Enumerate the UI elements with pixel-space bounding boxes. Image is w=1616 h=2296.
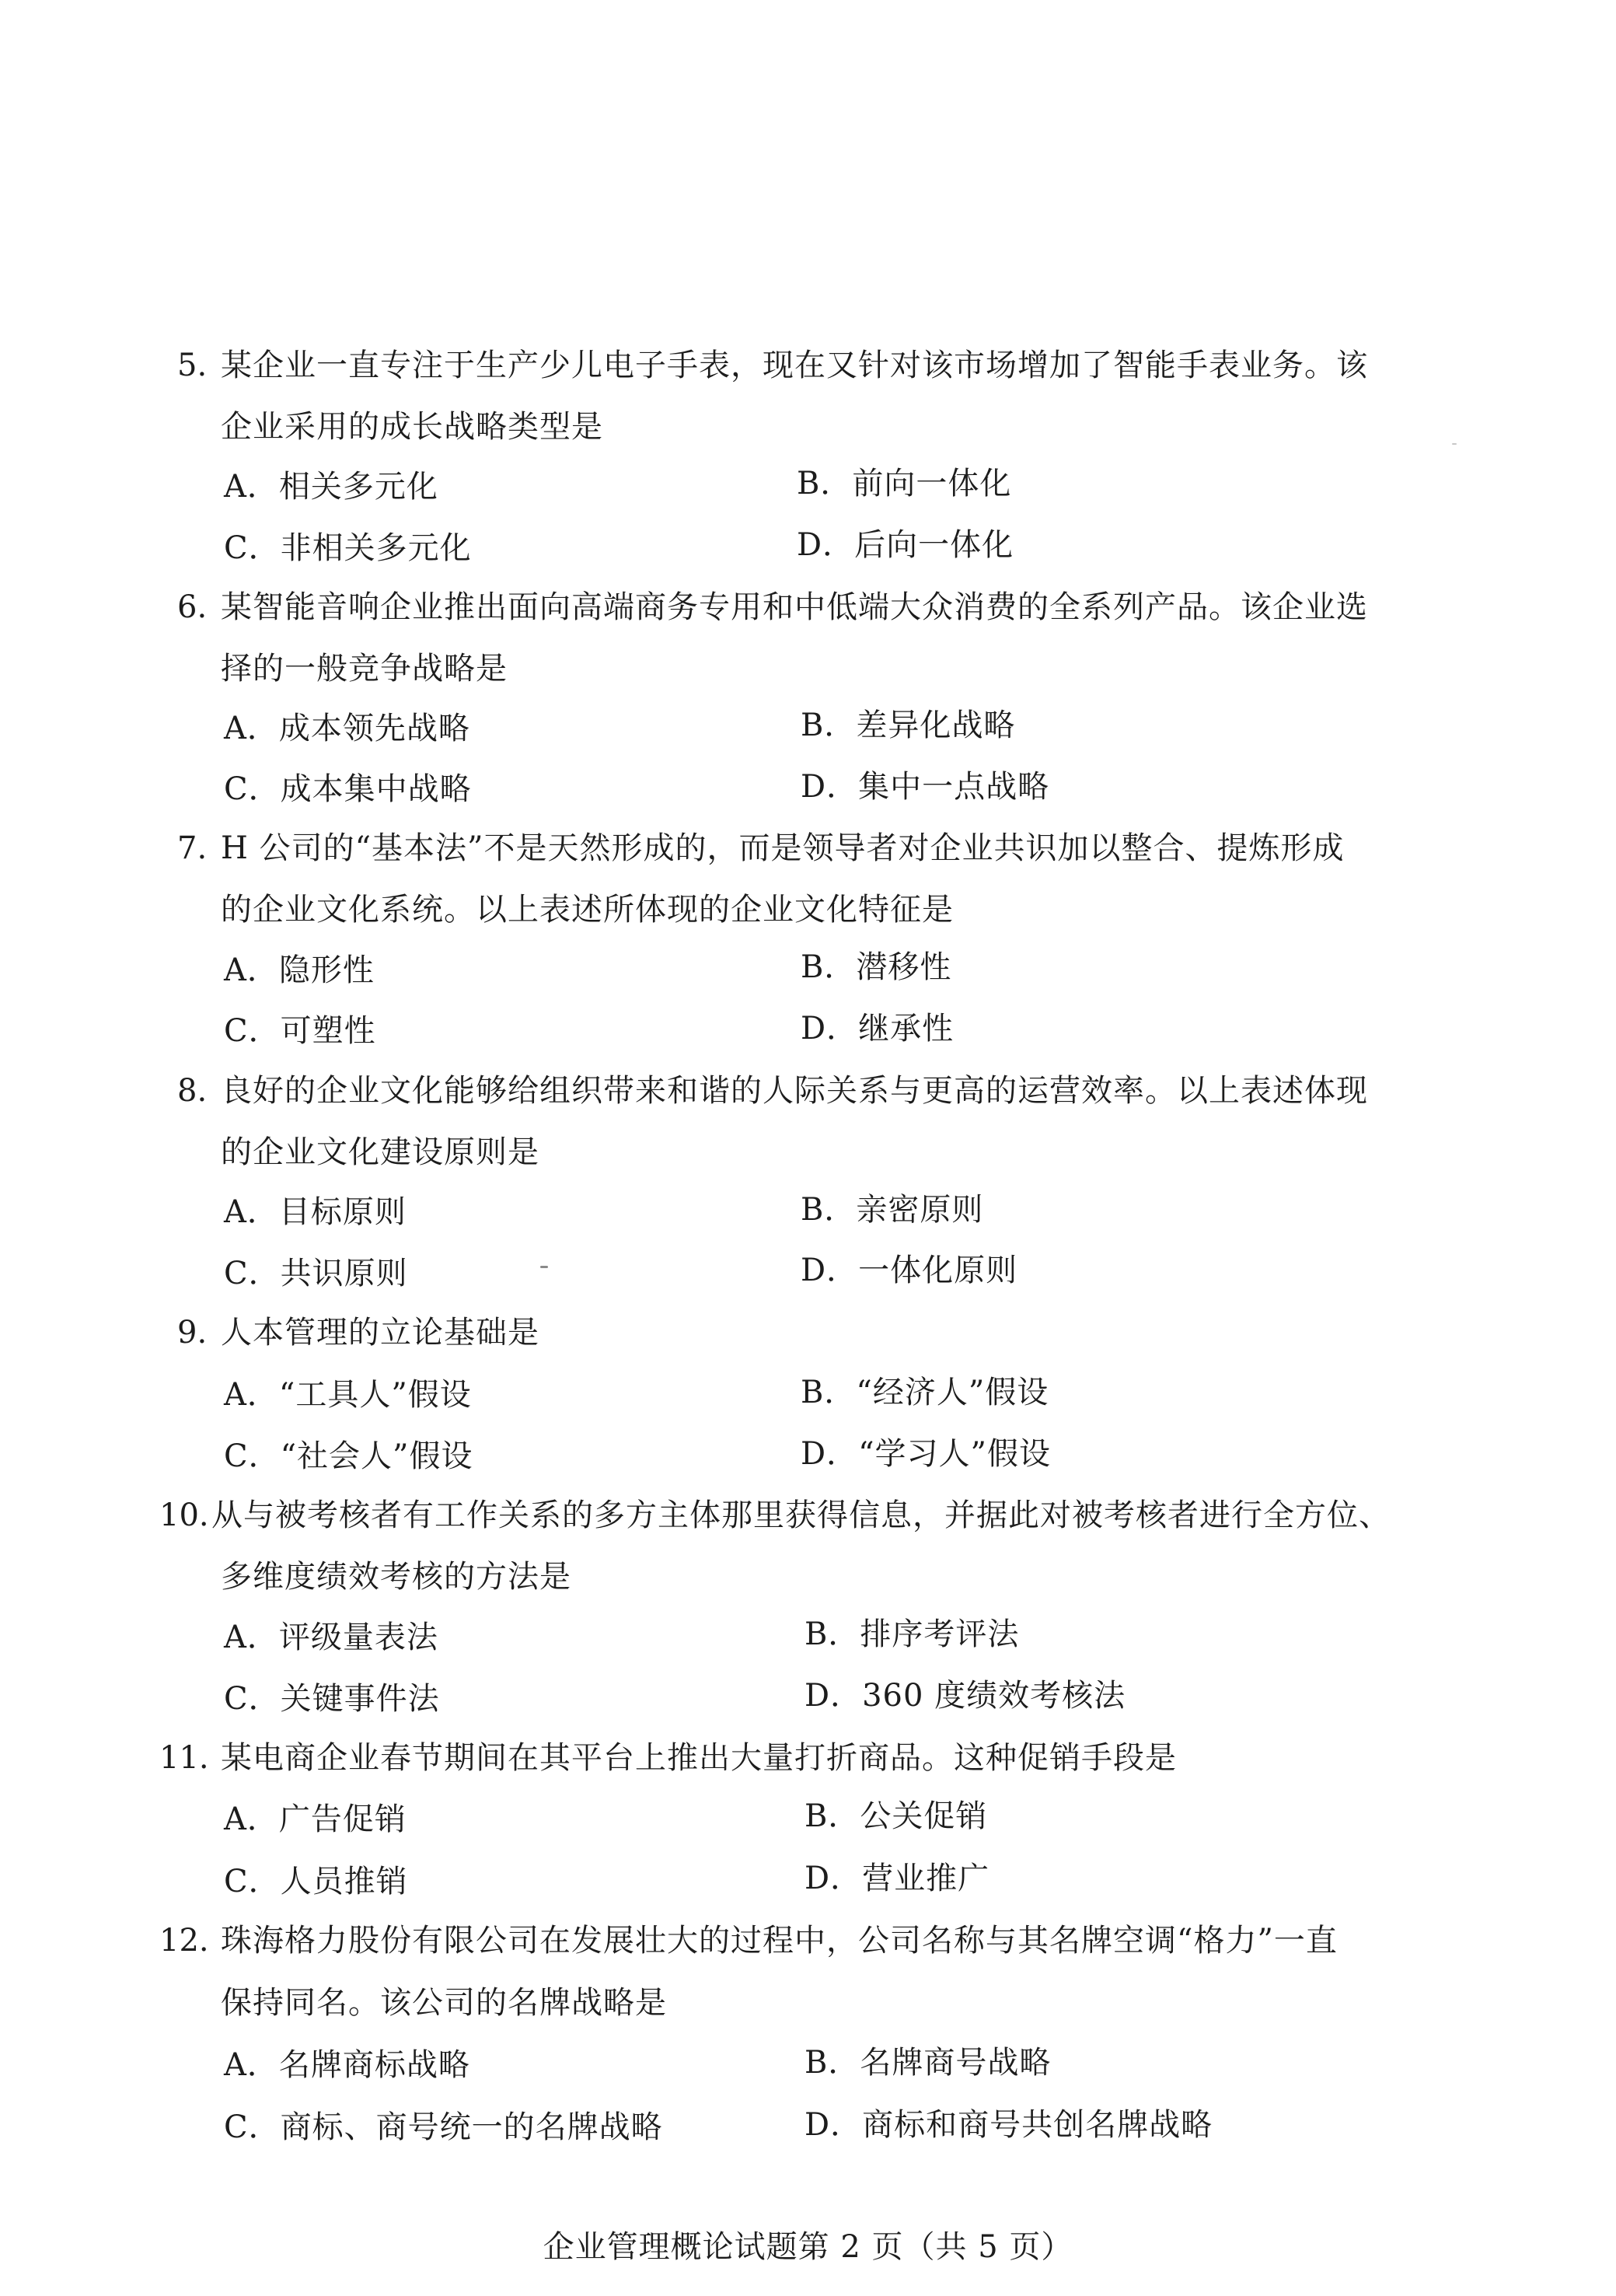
- question-stem-line: 珠海格力股份有限公司在发展壮大的过程中，公司名称与其名牌空调“格力”一直: [221, 1923, 1338, 1959]
- option-b: B．前向一体化: [797, 466, 1012, 501]
- option-c: C．商标、商号统一的名牌战略: [224, 2109, 663, 2145]
- option-a: A．评级量表法: [224, 1620, 438, 1655]
- option-b: B．排序考评法: [805, 1616, 1020, 1652]
- option-d: D．营业推广: [805, 1861, 990, 1896]
- option-d: D．360 度绩效考核法: [805, 1678, 1126, 1714]
- question-stem-line: 良好的企业文化能够给组织带来和谐的人际关系与更高的运营效率。以上表述体现: [221, 1073, 1368, 1109]
- option-d: D．集中一点战略: [801, 769, 1050, 805]
- question-number: 6.: [177, 589, 208, 625]
- option-a: A．相关多元化: [224, 469, 438, 505]
- option-d: D．一体化原则: [801, 1253, 1018, 1288]
- question-number: 7.: [177, 830, 208, 866]
- option-c: C．共识原则: [224, 1256, 408, 1291]
- option-b: B．潜移性: [801, 949, 952, 985]
- option-a: A．隐形性: [224, 952, 375, 988]
- question-number: 9.: [177, 1315, 208, 1351]
- option-c: C．可塑性: [224, 1013, 376, 1049]
- question-number: 5.: [177, 348, 208, 383]
- option-d: D．后向一体化: [797, 527, 1014, 563]
- question-number: 8.: [177, 1073, 208, 1109]
- option-a: A．成本领先战略: [224, 711, 470, 746]
- option-d: D．“学习人”假设: [801, 1436, 1051, 1472]
- question-stem-line: 保持同名。该公司的名牌战略是: [221, 1985, 667, 2021]
- option-c: C．非相关多元化: [224, 530, 472, 566]
- question-number: 12.: [159, 1923, 209, 1959]
- option-c: C．人员推销: [224, 1864, 408, 1899]
- scan-speck: [540, 1266, 548, 1268]
- option-c: C．关键事件法: [224, 1681, 440, 1717]
- question-stem-line: 的企业文化系统。以上表述所体现的企业文化特征是: [221, 892, 954, 928]
- option-b: B．差异化战略: [801, 708, 1016, 743]
- option-b: B．公关促销: [805, 1798, 988, 1834]
- question-stem-line: 某电商企业春节期间在其平台上推出大量打折商品。这种促销手段是: [221, 1740, 1177, 1776]
- option-a: A．目标原则: [224, 1194, 407, 1230]
- question-number: 10.: [159, 1497, 209, 1533]
- option-c: C．“社会人”假设: [224, 1438, 473, 1474]
- option-d: D．继承性: [801, 1011, 955, 1047]
- question-stem-line: 择的一般竞争战略是: [221, 651, 508, 687]
- option-a: A．广告促销: [224, 1802, 407, 1837]
- question-stem-line: 企业采用的成长战略类型是: [221, 409, 603, 445]
- option-b: B．“经济人”假设: [801, 1375, 1049, 1410]
- question-stem-line: 从与被考核者有工作关系的多方主体那里获得信息，并据此对被考核者进行全方位、: [211, 1497, 1391, 1533]
- question-stem-line: 某企业一直专注于生产少儿电子手表，现在又针对该市场增加了智能手表业务。该: [221, 348, 1368, 383]
- question-number: 11.: [159, 1740, 209, 1776]
- option-c: C．成本集中战略: [224, 771, 472, 807]
- option-a: A．“工具人”假设: [224, 1377, 472, 1413]
- page-footer: 企业管理概论试题第 2 页（共 5 页）: [543, 2229, 1073, 2265]
- question-stem-line: 的企业文化建设原则是: [221, 1134, 539, 1170]
- question-stem-line: 某智能音响企业推出面向高端商务专用和中低端大众消费的全系列产品。该企业选: [221, 589, 1368, 625]
- option-b: B．名牌商号战略: [805, 2045, 1052, 2081]
- scan-speck: [1452, 443, 1457, 445]
- question-stem-line: 多维度绩效考核的方法是: [221, 1559, 571, 1595]
- question-stem-line: 人本管理的立论基础是: [221, 1315, 539, 1351]
- option-b: B．亲密原则: [801, 1192, 984, 1228]
- option-d: D．商标和商号共创名牌战略: [805, 2107, 1213, 2143]
- option-a: A．名牌商标战略: [224, 2047, 470, 2083]
- question-stem-line: H 公司的“基本法”不是天然形成的，而是领导者对企业共识加以整合、提炼形成: [221, 830, 1345, 866]
